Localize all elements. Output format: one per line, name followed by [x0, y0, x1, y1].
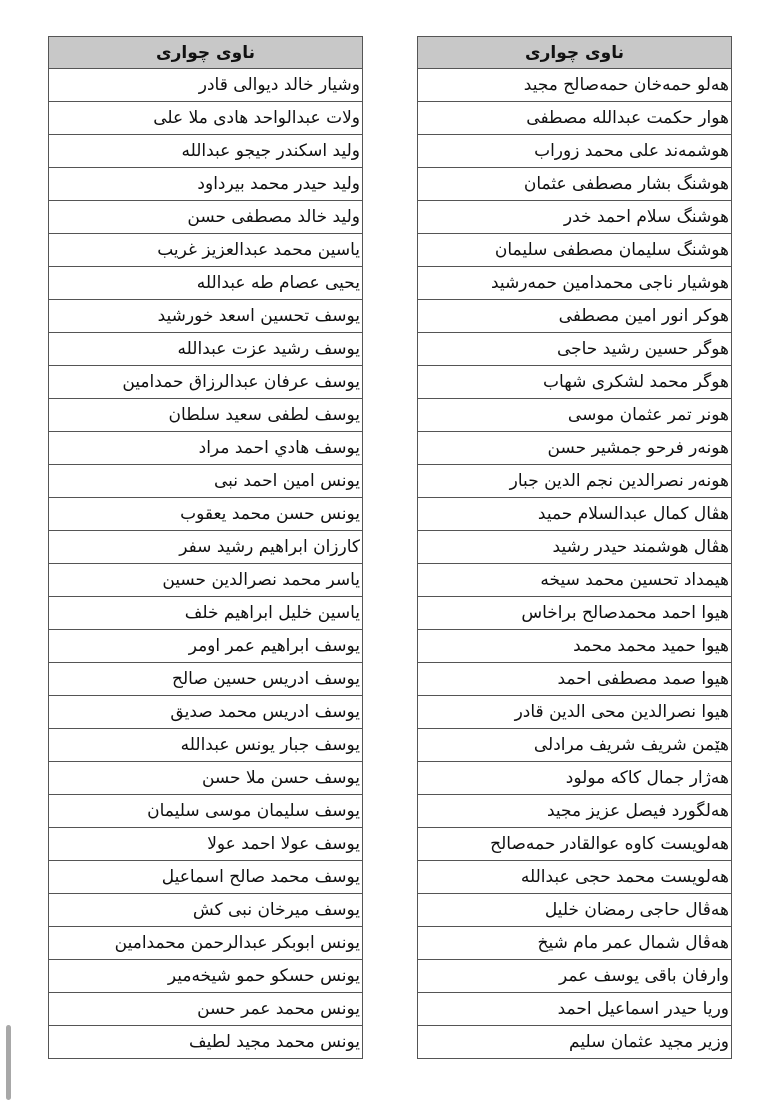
table-row: [418, 795, 732, 828]
table-row: [418, 696, 732, 729]
name-cell: يونس محمد مجيد لطيف: [49, 1026, 363, 1059]
name-cell: يوسف ميرخان نبى كش: [49, 894, 363, 927]
table-row: [49, 1026, 363, 1059]
name-cell: يوسف حسن ملا حسن: [49, 762, 363, 795]
table-row: [49, 861, 363, 894]
name-cell: هێمن شريف شريف مرادلى: [418, 729, 732, 762]
table-row: [418, 828, 732, 861]
scrollbar[interactable]: [6, 1025, 11, 1100]
table-row: [49, 630, 363, 663]
name-cell: هيمداد تحسين محمد سيخه: [418, 564, 732, 597]
table-row: [49, 828, 363, 861]
name-cell: هڤال كمال عبدالسلام حميد: [418, 498, 732, 531]
name-cell: يونس حسكو حمو شيخەمير: [49, 960, 363, 993]
name-cell: يونس ابوبكر عبدالرحمن محمدامين: [49, 927, 363, 960]
table-row: [418, 333, 732, 366]
name-cell: وليد حيدر محمد بيرداود: [49, 168, 363, 201]
name-cell: يوسف هادي احمد مراد: [49, 432, 363, 465]
table-row: [418, 531, 732, 564]
names-table-right: [417, 36, 732, 1059]
table-row: [49, 795, 363, 828]
name-cell: هوشنگ سليمان مصطفى سليمان: [418, 234, 732, 267]
table-row: [49, 696, 363, 729]
table-row: [49, 135, 363, 168]
table-row: [49, 927, 363, 960]
name-cell: يوسف تحسين اسعد خورشيد: [49, 300, 363, 333]
table-row: [418, 729, 732, 762]
table-row: [49, 597, 363, 630]
table-row: [418, 630, 732, 663]
name-cell: ياسر محمد نصرالدين حسين: [49, 564, 363, 597]
table-row: [418, 69, 732, 102]
table-row: [49, 894, 363, 927]
name-cell: هوشنگ سلام احمد خدر: [418, 201, 732, 234]
name-cell: يوسف رشيد عزت عبدالله: [49, 333, 363, 366]
table-row: [418, 993, 732, 1026]
table-row: [418, 564, 732, 597]
table-row: [418, 861, 732, 894]
names-table-left: [48, 36, 363, 1059]
column-header: ناوی چواری: [49, 37, 363, 69]
name-cell: هوشنگ بشار مصطفى عثمان: [418, 168, 732, 201]
table-row: [49, 531, 363, 564]
table-row: [418, 432, 732, 465]
name-cell: ولات عبدالواحد هادى ملا على: [49, 102, 363, 135]
table-row: [49, 333, 363, 366]
name-cell: هيوا نصرالدين محى الدين قادر: [418, 696, 732, 729]
name-cell: هەلويست كاوه عوالقادر حمەصالح: [418, 828, 732, 861]
table-row: [418, 927, 732, 960]
name-cell: هوشمەند على محمد زوراب: [418, 135, 732, 168]
table-row: [49, 465, 363, 498]
name-cell: ياسين خليل ابراهيم خلف: [49, 597, 363, 630]
table-row: [418, 300, 732, 333]
table-row: [418, 399, 732, 432]
name-cell: هوگر حسين رشيد حاجى: [418, 333, 732, 366]
table-row: [49, 960, 363, 993]
name-cell: هەڤال شمال عمر مام شيخ: [418, 927, 732, 960]
table-row: [418, 102, 732, 135]
name-cell: هوشيار ناجى محمدامين حمەرشيد: [418, 267, 732, 300]
table-row: [418, 135, 732, 168]
name-cell: هەلويست محمد حجى عبدالله: [418, 861, 732, 894]
table-row: [49, 729, 363, 762]
name-cell: يوسف عولا احمد عولا: [49, 828, 363, 861]
table-row: [418, 762, 732, 795]
name-cell: هوكر انور امين مصطفى: [418, 300, 732, 333]
table-row: [418, 1026, 732, 1059]
name-cell: يوسف ادريس حسين صالح: [49, 663, 363, 696]
table-row: [418, 663, 732, 696]
table-row: [418, 465, 732, 498]
name-cell: هەڤال حاجى رمضان خليل: [418, 894, 732, 927]
name-cell: هەلگورد فيصل عزيز مجيد: [418, 795, 732, 828]
name-cell: هيوا احمد محمدصالح براخاس: [418, 597, 732, 630]
name-cell: وزير مجيد عثمان سليم: [418, 1026, 732, 1059]
name-cell: وليد اسكندر جيجو عبدالله: [49, 135, 363, 168]
table-row: [418, 201, 732, 234]
table-row: [418, 498, 732, 531]
table-row: [49, 69, 363, 102]
name-cell: هيوا صمد مصطفى احمد: [418, 663, 732, 696]
name-cell: يوسف محمد صالح اسماعيل: [49, 861, 363, 894]
table-row: [49, 201, 363, 234]
table-row: [418, 960, 732, 993]
name-cell: هەژار جمال كاكه مولود: [418, 762, 732, 795]
table-row: [49, 300, 363, 333]
name-cell: هونر تمر عثمان موسى: [418, 399, 732, 432]
table-row: [49, 564, 363, 597]
table-row: [49, 993, 363, 1026]
name-cell: يونس حسن محمد يعقوب: [49, 498, 363, 531]
table-row: [49, 267, 363, 300]
table-row: [49, 663, 363, 696]
name-cell: يوسف لطفى سعيد سلطان: [49, 399, 363, 432]
name-cell: هونەر نصرالدين نجم الدين جبار: [418, 465, 732, 498]
table-row: [49, 432, 363, 465]
table-row: [49, 168, 363, 201]
name-cell: يوسف ادريس محمد صديق: [49, 696, 363, 729]
name-cell: وارفان باقى يوسف عمر: [418, 960, 732, 993]
table-row: [418, 366, 732, 399]
table-row: [49, 234, 363, 267]
name-cell: يوسف ابراهيم عمر اومر: [49, 630, 363, 663]
name-cell: يونس امين احمد نبى: [49, 465, 363, 498]
name-cell: هوار حكمت عبدالله مصطفى: [418, 102, 732, 135]
table-row: [49, 102, 363, 135]
table-row: [418, 597, 732, 630]
name-cell: هيوا حميد محمد محمد: [418, 630, 732, 663]
name-cell: هوگر محمد لشكرى شهاب: [418, 366, 732, 399]
name-cell: هونەر فرحو جمشير حسن: [418, 432, 732, 465]
name-cell: يوسف سليمان موسى سليمان: [49, 795, 363, 828]
name-cell: وشيار خالد ديوالى قادر: [49, 69, 363, 102]
name-cell: كارزان ابراهيم رشيد سفر: [49, 531, 363, 564]
name-cell: يحيى عصام طه عبدالله: [49, 267, 363, 300]
name-cell: يوسف جبار يونس عبدالله: [49, 729, 363, 762]
column-header: ناوی چواری: [418, 37, 732, 69]
name-cell: وليد خالد مصطفى حسن: [49, 201, 363, 234]
table-row: [418, 267, 732, 300]
table-row: [49, 498, 363, 531]
name-cell: ياسين محمد عبدالعزيز غريب: [49, 234, 363, 267]
table-row: [418, 234, 732, 267]
table-row: [418, 894, 732, 927]
name-cell: وريا حيدر اسماعيل احمد: [418, 993, 732, 1026]
table-row: [49, 399, 363, 432]
table-row: [49, 762, 363, 795]
name-cell: هڤال هوشمند حيدر رشيد: [418, 531, 732, 564]
name-cell: يونس محمد عمر حسن: [49, 993, 363, 1026]
table-row: [49, 366, 363, 399]
name-cell: هەلو حمەخان حمەصالح مجيد: [418, 69, 732, 102]
table-row: [418, 168, 732, 201]
name-cell: يوسف عرفان عبدالرزاق حمدامين: [49, 366, 363, 399]
